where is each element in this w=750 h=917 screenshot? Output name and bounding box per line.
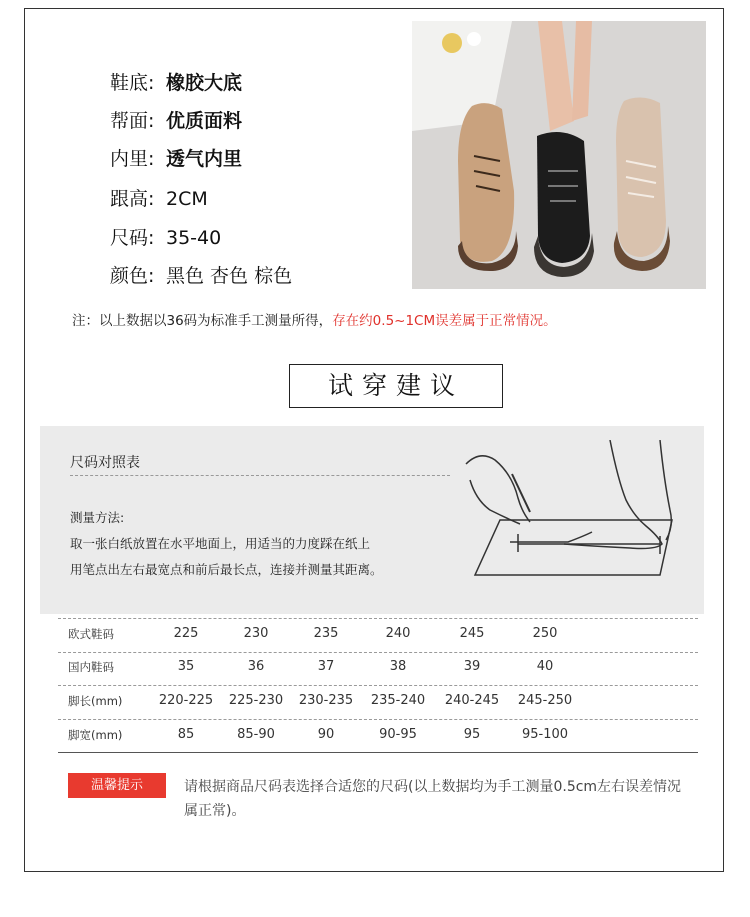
spec-value: 橡胶大底 (166, 72, 243, 94)
spec-value: 黑色 杏色 棕色 (166, 265, 293, 287)
table-cell: 225-230 (228, 693, 284, 708)
note-text: 注：以上数据以36码为标准手工测量所得， (72, 313, 333, 329)
table-cell: 230-235 (298, 693, 354, 708)
table-cell: 38 (389, 659, 407, 674)
product-photo (412, 21, 706, 289)
table-divider (58, 719, 698, 720)
spec-label: 鞋底: (110, 72, 155, 94)
foot-measure-illustration (460, 440, 700, 600)
spec-label: 颜色: (110, 265, 155, 287)
spec-color (110, 261, 292, 288)
shoes-image (412, 21, 706, 289)
table-cell: 220-225 (158, 693, 214, 708)
spec-sole (110, 68, 242, 95)
spec-heel (110, 184, 208, 211)
method-line: 用笔点出左右最宽点和前后最长点，连接并测量其距离。 (70, 562, 383, 577)
table-cell: 225 (173, 626, 199, 641)
table-cell: 85 (177, 727, 195, 742)
spec-value: 35-40 (166, 227, 222, 249)
warm-tip-badge: 温馨提示 (68, 773, 166, 798)
spec-label: 跟高: (110, 188, 155, 210)
divider (70, 475, 450, 476)
table-row (68, 727, 696, 747)
spec-label: 尺码: (110, 227, 155, 249)
spec-size (110, 223, 221, 250)
table-cell: 40 (536, 659, 554, 674)
method-title: 测量方法: (70, 510, 125, 525)
table-divider (58, 685, 698, 686)
measurement-guide (40, 426, 704, 614)
spec-label: 帮面: (110, 110, 155, 132)
row-label: 脚宽(mm) (68, 728, 123, 742)
row-label: 脚长(mm) (68, 694, 123, 708)
table-row (68, 626, 696, 646)
row-label: 欧式鞋码 (68, 627, 114, 641)
size-chart-heading: 尺码对照表 (70, 455, 140, 471)
row-label: 国内鞋码 (68, 660, 114, 674)
table-row (68, 659, 696, 679)
table-cell: 245 (459, 626, 485, 641)
table-cell: 35 (177, 659, 195, 674)
spec-label: 内里: (110, 148, 155, 170)
spec-value: 优质面料 (166, 110, 243, 132)
table-divider (58, 652, 698, 653)
table-cell: 90 (317, 727, 335, 742)
table-divider (58, 618, 698, 619)
table-bottom-line (58, 752, 698, 753)
table-cell: 39 (463, 659, 481, 674)
table-cell: 245-250 (517, 693, 573, 708)
table-row (68, 693, 696, 713)
spec-value: 2CM (166, 188, 208, 210)
table-cell: 235-240 (370, 693, 426, 708)
note-highlight: 存在约0.5~1CM误差属于正常情况。 (332, 313, 557, 329)
table-cell: 250 (532, 626, 558, 641)
table-cell: 95 (463, 727, 481, 742)
table-cell: 95-100 (521, 727, 569, 742)
table-cell: 85-90 (237, 727, 275, 742)
spec-value: 透气内里 (166, 148, 243, 170)
section-title: 试穿建议 (289, 364, 503, 408)
measurement-note (72, 309, 557, 329)
method-line: 取一张白纸放置在水平地面上，用适当的力度踩在纸上 (70, 536, 371, 551)
table-cell: 235 (313, 626, 339, 641)
spec-lining (110, 144, 242, 171)
table-cell: 240-245 (444, 693, 500, 708)
spec-upper (110, 106, 242, 133)
table-cell: 36 (247, 659, 265, 674)
warm-tip-text: 请根据商品尺码表选择合适您的尺码(以上数据均为手工测量0.5cm左右误差情况属正常)。 (184, 779, 682, 819)
table-cell: 240 (385, 626, 411, 641)
table-cell: 230 (243, 626, 269, 641)
table-cell: 90-95 (379, 727, 417, 742)
table-cell: 37 (317, 659, 335, 674)
